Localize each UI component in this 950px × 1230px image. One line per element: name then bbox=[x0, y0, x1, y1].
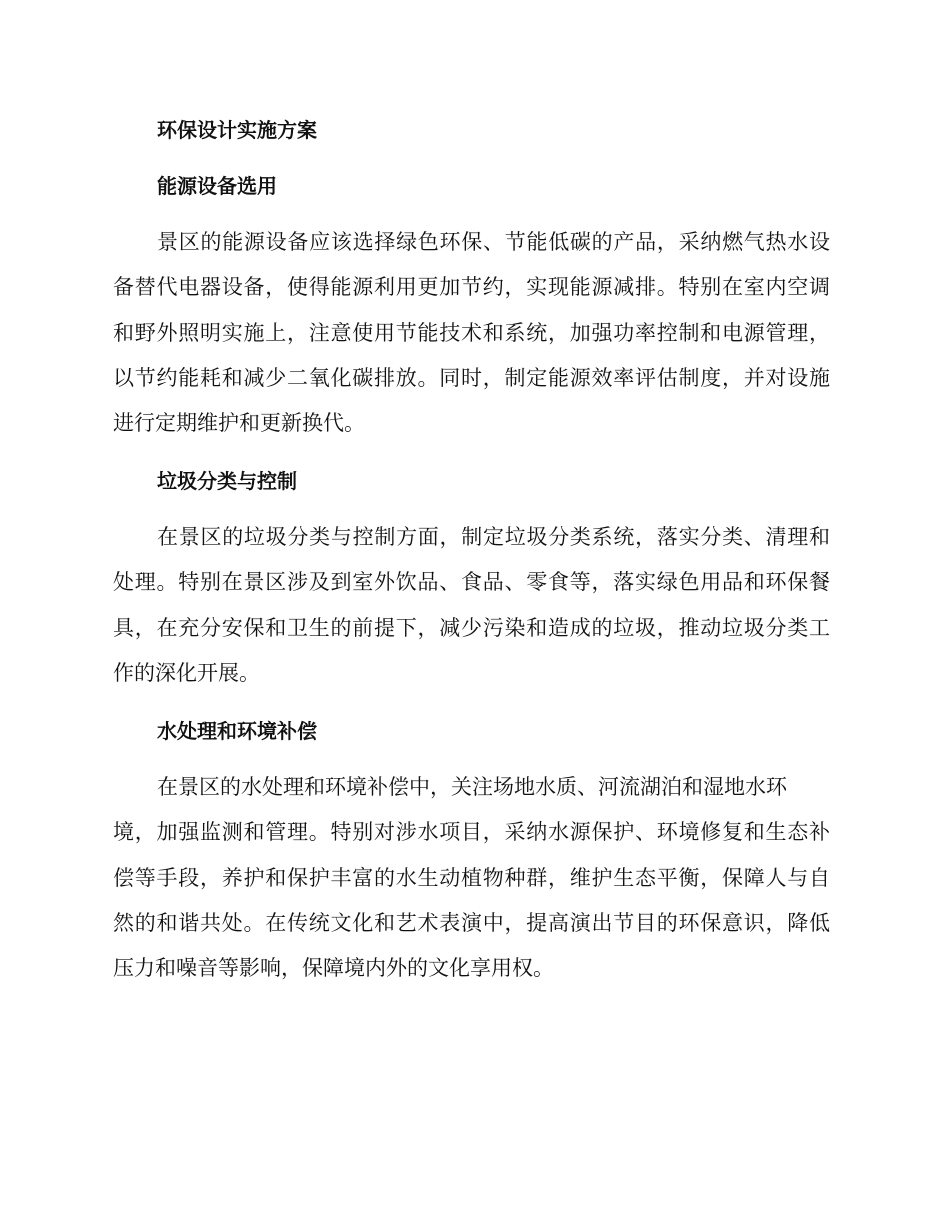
text-line: 然的和谐共处。在传统文化和艺术表演中，提高演出节目的环保意识，降低 bbox=[113, 910, 830, 935]
document-title: 环保设计实施方案 bbox=[157, 118, 317, 142]
text-line: 景区的能源设备应该选择绿色环保、节能低碳的产品，采纳燃气热水设 bbox=[157, 230, 830, 254]
text-line: 进行定期维护和更新换代。 bbox=[113, 411, 365, 436]
text-line: 在景区的水处理和环境补偿中，关注场地水质、河流湖泊和湿地水环 bbox=[157, 775, 787, 799]
text-line: 境，加强监测和管理。特别对涉水项目，采纳水源保护、环境修复和生态补 bbox=[113, 820, 830, 845]
text-line: 和野外照明实施上，注意使用节能技术和系统，加强功率控制和电源管理， bbox=[113, 320, 830, 345]
text-line: 具，在充分安保和卫生的前提下，减少污染和造成的垃圾，推动垃圾分类工 bbox=[113, 615, 830, 640]
paragraph-water bbox=[113, 765, 830, 991]
text-line: 作的深化开展。 bbox=[113, 660, 260, 685]
text-line: 备替代电器设备，使得能源利用更加节约，实现能源减排。特别在室内空调 bbox=[113, 275, 830, 300]
section-heading-waste: 垃圾分类与控制 bbox=[157, 469, 297, 493]
text-line: 偿等手段，养护和保护丰富的水生动植物种群，维护生态平衡，保障人与自 bbox=[113, 865, 830, 890]
text-line: 压力和噪音等影响，保障境内外的文化享用权。 bbox=[113, 956, 554, 981]
section-heading-water: 水处理和环境补偿 bbox=[157, 719, 317, 743]
text-line: 处理。特别在景区涉及到室外饮品、食品、零食等，落实绿色用品和环保餐 bbox=[113, 570, 830, 595]
text-line: 在景区的垃圾分类与控制方面，制定垃圾分类系统，落实分类、清理和 bbox=[157, 525, 830, 549]
paragraph-waste bbox=[113, 515, 830, 696]
paragraph-energy bbox=[113, 220, 830, 446]
text-line: 以节约能耗和减少二氧化碳排放。同时，制定能源效率评估制度，并对设施 bbox=[113, 365, 830, 390]
section-heading-energy: 能源设备选用 bbox=[157, 174, 277, 198]
